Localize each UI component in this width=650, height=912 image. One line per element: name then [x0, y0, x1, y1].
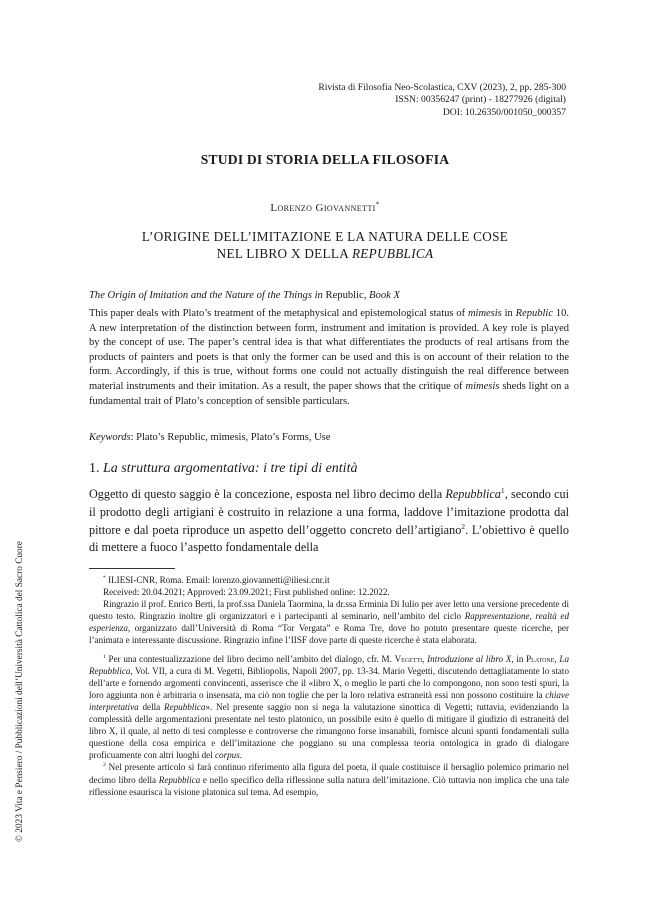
- article-title-line2: [0, 245, 650, 262]
- footnote-2-text-a: Nel presente articolo si farà continuo riferimento alla figura del poeta, il quale costituisce il bersaglio polemico primario nel decimo libro della: [89, 762, 569, 785]
- footnote-1-text-g: ». Nel presente saggio non si nega la valutazione sinottica di Vegetti; tuttavia, evidenziando la complessità delle argomentazioni presentate nel testo platonico, un possibile esito è quello di mitigare il giudizio di estraneità del libro X, il quale, al netto di tesi complesse e controverse che rimangono forse insanabili, fornisce alcuni spunti fondamentali sulla questione della cosa empirica e dell’imitazione che poggiano su una complessa teoria ontologica in grado di dialogare proficuamente con altri luoghi del: [89, 701, 569, 761]
- footnote-2-text-b: e nello specifico della riflessione sulla natura dell’imitazione. Ciò tuttavia non implica che una tale riflessione esaurisca la visione platonica sul tema. Ad esempio,: [89, 774, 569, 797]
- footnote-1-text-b: ,: [422, 653, 428, 664]
- footnote-dates: Received: 20.04.2021; Approved: 23.09.2021; First published online: 12.2022.: [103, 587, 390, 598]
- footnote-2: [89, 761, 569, 797]
- footnote-divider: [89, 568, 175, 569]
- keywords-value: Plato’s Republic, mimesis, Plato’s Forms, Use: [136, 432, 331, 443]
- journal-doi: DOI: 10.26350/001050_000357: [442, 106, 566, 118]
- article-title: [0, 228, 650, 262]
- abstract-text-3: 10. A new interpretation of the distinction between form, instrument and imitation is provided. A key role is played by the concept of use. The paper’s central idea is that what differentiates the products of real artisans from the products of painters and poets is that only the former can be used and this is on account of their relation to the form. Accordingly, if this is true, without forms one could not actually distinguish the real difference between material instruments and their imitation. As a result, the paper shows that the critique of: [89, 308, 569, 392]
- sidebar-copyright: © 2023 Vita e Pensiero / Pubblicazioni dell’Università Cattolica del Sacro Cuore: [15, 541, 25, 842]
- footnote-star-mark: *: [103, 574, 106, 581]
- section-heading-number: 1.: [89, 461, 103, 476]
- article-title-line2-text: NEL LIBRO X DELLA: [216, 246, 352, 261]
- body-republic: Repubblica: [445, 487, 501, 501]
- keywords: [89, 432, 569, 443]
- body-text-2: , secondo cui il prodotto degli artigiani è costruito in relazione a una forma, laddove l’imitazione prodotta dal pittore e dal poeta riproduce un aspetto dell’oggetto concreto dell’artigiano: [89, 487, 569, 537]
- footnote-2-repubblica: Repubblica: [158, 774, 201, 785]
- abstract-text-4: sheds light on a fundamental trait of Plato’s conception of sensible particulars.: [89, 380, 569, 407]
- footnote-thanks-1: Ringrazio il prof. Enrico Berti, la prof.ssa Daniela Taormina, la dr.ssa Erminia Di Iulio per aver letto una versione precedente di questo testo. Ringrazio inoltre gli organizzatori e i partecipanti al seminario, nell’ambito del ciclo: [89, 599, 569, 622]
- keywords-label: Keywords: [89, 432, 131, 443]
- footnote-1-text-a: Per una contestualizzazione del libro decimo nell’ambito del dialogo, cfr. M.: [105, 653, 395, 664]
- footnotes: [89, 574, 569, 798]
- footnote-1: [89, 653, 569, 762]
- footnote-1-text-f: della: [138, 701, 165, 712]
- footnote-1-platone: Platone: [526, 653, 555, 664]
- footnote-affiliation: [89, 574, 569, 586]
- abstract-republic: Republic: [515, 308, 553, 319]
- footnote-affiliation-text: ILIESI-CNR, Roma. Email: lorenzo.giovannetti@iliesi.cnr.it: [105, 575, 330, 585]
- article-title-republic: REPUBBLICA: [351, 246, 434, 261]
- body-text-3: . L’obiettivo è quello di mettere a fuoco l’aspetto fondamentale della: [89, 522, 570, 555]
- abstract-text-2: in: [501, 308, 516, 319]
- footnote-1-repubblica: Repubblica: [164, 701, 206, 712]
- author-footnote-mark: *: [375, 200, 380, 209]
- footnote-1-text-d: ,: [554, 653, 560, 664]
- english-title: [89, 290, 569, 301]
- footnote-1-text-c: , in: [511, 653, 527, 664]
- body-text: [89, 486, 569, 557]
- journal-issn: ISSN: 00356247 (print) - 18277926 (digital): [395, 94, 566, 106]
- author: [0, 202, 650, 214]
- english-title-republic: Republic: [325, 290, 364, 301]
- article-title-line1: L’ORIGINE DELL’IMITAZIONE E LA NATURA DELLE COSE: [141, 229, 509, 244]
- section-title: STUDI DI STORIA DELLA FILOSOFIA: [200, 152, 450, 167]
- footnote-thanks-cycle: Rappresentazione, realtà ed esperienza: [89, 611, 569, 634]
- footnote-ref-1[interactable]: 1: [500, 485, 505, 495]
- abstract-mimesis-1: mimesis: [467, 308, 502, 319]
- footnote-ref-2[interactable]: 2: [461, 521, 466, 531]
- footnote-1-vegetti: Vegetti: [394, 653, 423, 664]
- body-paragraph: [89, 486, 569, 557]
- footnote-1-text-e: , Vol. VII, a cura di M. Vegetti, Bibliopolis, Napoli 2007, pp. 13-34. Mario Vegetti, discutendo dettagliatamente lo stato dell’arte e fornendo argomenti convincenti, asserisce che il «libro X, o meglio le parti che lo compongono, non sono testi spuri, la loro aggiunta non è arbitraria o insensata, ma ciò non toglie che per la loro relativa estraneità essi non possono costituire la: [89, 665, 569, 700]
- author-name: Lorenzo Giovannetti: [270, 202, 376, 214]
- keywords-sep: :: [130, 432, 137, 443]
- footnote-1-mark: 1: [103, 653, 106, 660]
- english-title-part3: , Book X: [363, 290, 400, 301]
- footnote-2-mark: 2: [103, 762, 106, 769]
- footnote-thanks-2: , organizzato dall’Università di Roma “Tor Vergata” e Roma Tre, dove ho potuto presentare queste ricerche, per l’animata e interessante discussione. Ringrazio infine l’IISF dove parte di queste ricerche è stata elaborata.: [89, 623, 569, 646]
- abstract-text-1: This paper deals with Plato’s treatment of the metaphysical and epistemological status of: [89, 308, 468, 319]
- footnote-thanks: [89, 598, 569, 646]
- footnote-1-corpus: corpus: [215, 750, 240, 761]
- journal-header: [318, 82, 566, 119]
- abstract: [89, 307, 569, 409]
- section-heading-text: La struttura argomentativa: i tre tipi di entità: [103, 461, 358, 476]
- journal-citation: Rivista di Filosofia Neo-Scolastica, CXV (2023), 2, pp. 285-300: [318, 82, 566, 93]
- section-heading: [89, 461, 569, 477]
- english-title-part1: The Origin of Imitation and the Nature of the Things in: [89, 290, 326, 301]
- footnote-1-introduzione: Introduzione al libro X: [427, 653, 512, 664]
- footnote-1-la-repubblica: La Repubblica: [89, 653, 569, 676]
- footnote-1-text-h: .: [239, 750, 243, 761]
- footnote-1-chiave: chiave interpretativa: [89, 689, 569, 712]
- body-text-1: Oggetto di questo saggio è la concezione, esposta nel libro decimo della: [89, 487, 446, 501]
- abstract-paragraph: [89, 307, 569, 409]
- abstract-mimesis-2: mimesis: [465, 380, 500, 392]
